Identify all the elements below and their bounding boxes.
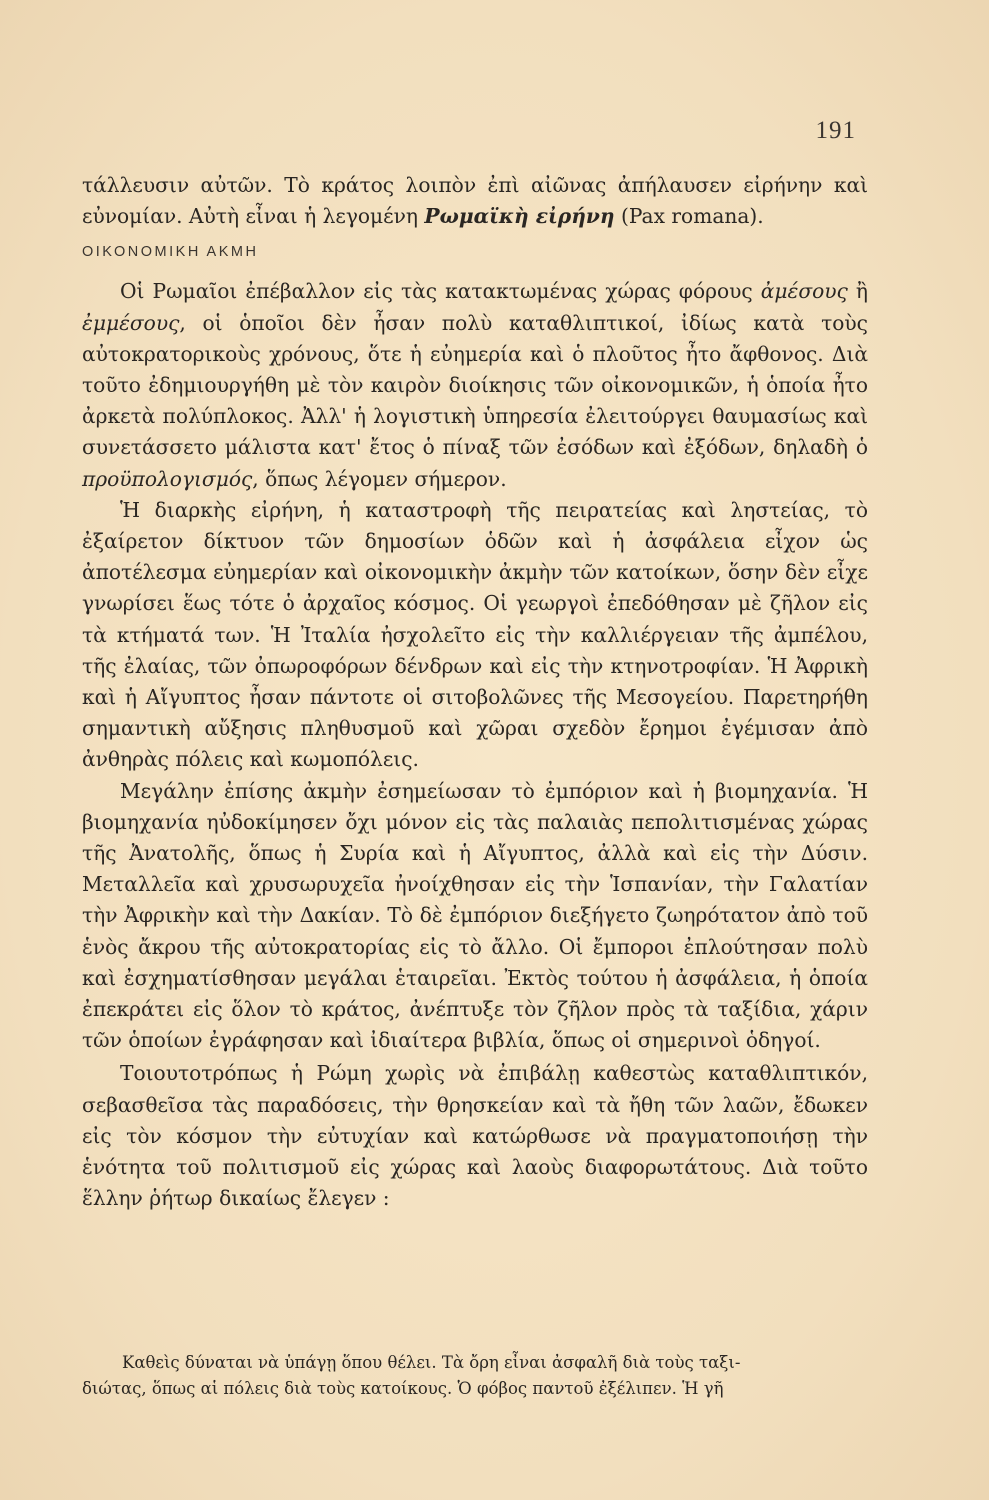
para2-text-a: Οἱ Ρωμαῖοι ἐπέβαλλον εἰς τὰς κατακτωμένας χώρας φόρους <box>120 279 761 304</box>
term-budget: προϋπολογισμός <box>82 466 253 491</box>
page-number: 191 <box>815 117 856 144</box>
pax-romana-term: Ρωμαϊκὴ εἰρήνη <box>424 204 615 229</box>
section-heading: ΟΙΚΟΝΟΜΙΚΗ ΑΚΜΗ <box>82 244 259 261</box>
paragraph-prosperity: Ἡ διαρκὴς εἰρήνη, ἡ καταστροφὴ τῆς πειρατείας καὶ ληστείας, τὸ ἐξαίρετον δίκτυον τῶν δημοσίων ὁδῶν καὶ ἡ ἀσφάλεια εἶχον ὡς ἀποτέλεσμα εὐημερίαν καὶ οἰκονομικὴν ἀκμὴν τῶν κατοίκων, ὅσην δὲν εἶχε γνωρίσει ἕως τότε ὁ ἀρχαῖος κόσμος. Οἱ γεωργοὶ ἐπεδόθησαν μὲ ζῆλον εἰς τὰ κτήματά των. Ἡ Ἰταλία ἠσχολεῖτο εἰς τὴν καλλιέργειαν τῆς ἀμπέλου, τῆς ἐλαίας, τῶν ὀπωροφόρων δένδρων καὶ εἰς τὴν κτηνοτροφίαν. Ἡ Ἀφρικὴ καὶ ἡ Αἴγυπτος ἦσαν πάντοτε οἱ σιτοβολῶνες τῆς Μεσογείου. Παρετηρήθη σημαντικὴ αὔξησις πληθυσμοῦ καὶ χῶραι σχεδὸν ἔρημοι ἐγέμισαν ἀπὸ ἀνθηρὰς πόλεις καὶ κωμοπόλεις. <box>82 497 868 772</box>
para2-text-d: , ὅπως λέγομεν σήμερον. <box>252 466 507 491</box>
paragraph-taxes <box>82 276 868 494</box>
paragraph-commerce: Μεγάλην ἐπίσης ἀκμὴν ἐσημείωσαν τὸ ἐμπόριον καὶ ἡ βιομηχανία. Ἡ βιομηχανία ηὐδοκίμησεν ὄχι μόνον εἰς τὰς παλαιὰς πεπολιτισμένας χώρας τῆς Ἀνατολῆς, ὅπως ἡ Συρία καὶ ἡ Αἴγυπτος, ἀλλὰ καὶ εἰς τὴν Δύσιν. Μεταλλεῖα καὶ χρυσωρυχεῖα ἠνοίχθησαν εἰς τὴν Ἱσπανίαν, τὴν Γαλατίαν τὴν Ἀφρικὴν καὶ τὴν Δακίαν. Τὸ δὲ ἐμπόριον διεξήγετο ζωηρότατον ἀπὸ τοῦ ἑνὸς ἄκρου τῆς αὐτοκρατορίας εἰς τὸ ἄλλο. Οἱ ἔμποροι ἐπλούτησαν πολὺ καὶ ἐσχηματίσθησαν μεγάλαι ἑταιρεῖαι. Ἐκτὸς τούτου ἡ ἀσφάλεια, ἡ ὁποία ἐπεκράτει εἰς ὅλον τὸ κράτος, ἀνέπτυξε τὸν ζῆλον πρὸς τὰ ταξίδια, χάριν τῶν ὁποίων ἐγράφησαν καὶ ἰδιαίτερα βιβλία, ὅπως οἱ σημερινοὶ ὁδηγοί. <box>82 778 868 1053</box>
para1-text-a: τάλλευσιν αὐτῶν. Τὸ κράτος λοιπὸν ἐπὶ αἰῶνας ἀπήλαυσεν εἰρήνην καὶ εὐνομίαν. Αὐτὴ εἶναι ἡ λεγομένη <box>82 173 868 229</box>
para1-text-b: (Pax romana). <box>614 204 764 229</box>
term-indirect: ἐμμέσους <box>82 310 180 335</box>
paragraph-unity: Τοιουτοτρόπως ἡ Ρώμη χωρὶς νὰ ἐπιβάλῃ καθεστὼς καταθλιπτικόν, σεβασθεῖσα τὰς παραδόσεις, τὴν θρησκείαν καὶ τὰ ἤθη τῶν λαῶν, ἔδωκεν εἰς τὸν κόσμον τὴν εὐτυχίαν καὶ κατώρθωσε νὰ πραγματοποιήσῃ τὴν ἑνότητα τοῦ πολιτισμοῦ εἰς χώρας καὶ λαοὺς διαφορωτάτους. Διὰ τοῦτο ἕλλην ῥήτωρ δικαίως ἔλεγεν : <box>82 1061 868 1211</box>
term-direct: ἀμέσους <box>760 279 848 304</box>
para2-text-c: , οἱ ὁποῖοι δὲν ἦσαν πολὺ καταθλιπτικοί, ἰδίως κατὰ τοὺς αὐτοκρατορικοὺς χρόνους, ὅτε ἡ εὐημερία καὶ ὁ πλοῦτος ἦτο ἄφθονος. Διὰ τοῦτο ἐδημιουργήθη μὲ τὸν καιρὸν διοίκησις τῶν οἰκονομικῶν, ἡ ὁποία ἦτο ἀρκετὰ πολύπλοκος. Ἀλλ' ἡ λογιστικὴ ὑπηρεσία ἐλειτούργει θαυμασίως καὶ συνετάσσετο μάλιστα κατ' ἔτος ὁ πίναξ τῶν ἐσόδων καὶ ἐξόδων, δηλαδὴ ὁ <box>82 310 868 460</box>
paragraph-pax-romana <box>82 170 868 232</box>
para2-text-b: ἢ <box>847 279 868 304</box>
quote-line-1: Καθεὶς δύναται νὰ ὑπάγῃ ὅπου θέλει. Τὰ ὄρη εἶναι ἀσφαλῆ διὰ τοὺς ταξι- <box>122 1353 741 1372</box>
main-text <box>82 170 868 1215</box>
quote-line-2: διώτας, ὅπως αἱ πόλεις διὰ τοὺς κατοίκους. Ὁ φόβος παντοῦ ἐξέλιπεν. Ἡ γῆ <box>82 1379 724 1398</box>
orator-quote <box>82 1350 870 1402</box>
